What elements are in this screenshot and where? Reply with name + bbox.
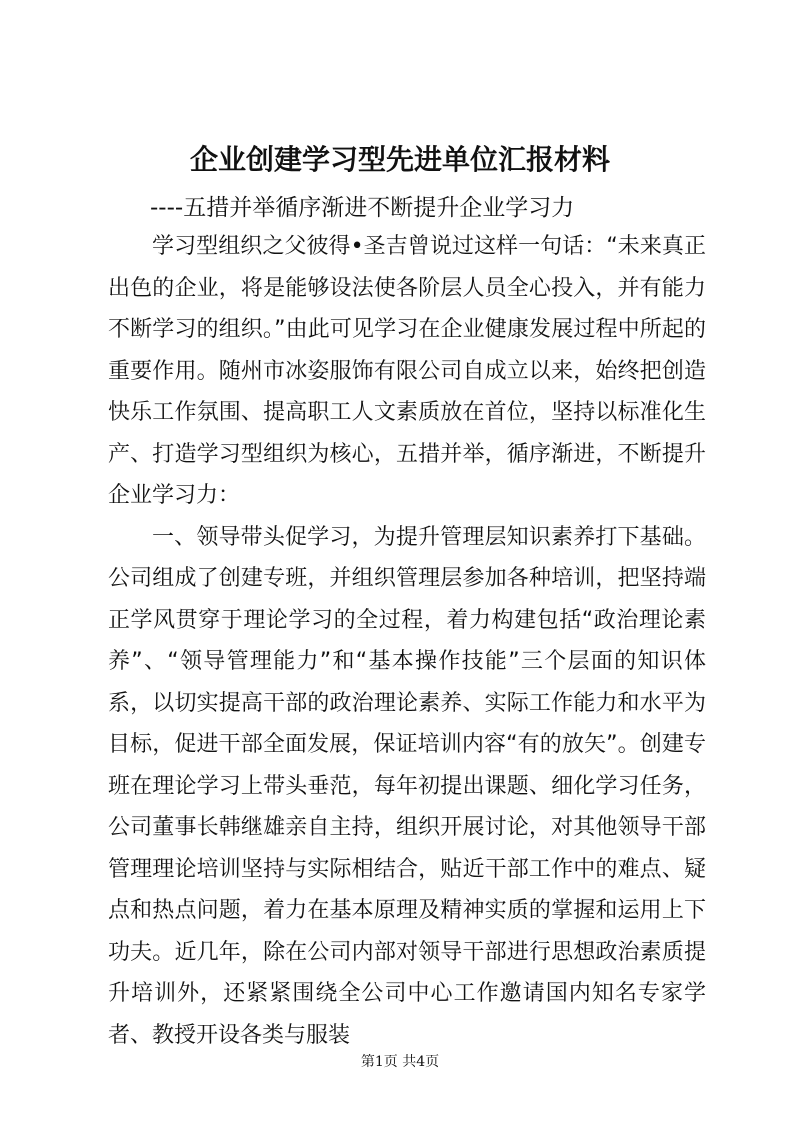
document-body (108, 226, 706, 1056)
document-subtitle: ----五措并举循序渐进不断提升企业学习力 (150, 195, 575, 221)
paragraph-intro: 学习型组织之父彼得•圣吉曾说过这样一句话：“未来真正出色的企业，将是能够设法使各阶层人员全心投入，并有能力不断学习的组织。”由此可见学习在企业健康发展过程中所起的重要作用。随州市冰姿服饰有限公司自成立以来，始终把创造快乐工作氛围、提高职工人文素质放在首位，坚持以标准化生产、打造学习型组织为核心，五措并举，循序渐进，不断提升企业学习力： (108, 234, 706, 508)
document-title: 企业创建学习型先进单位汇报材料 (189, 143, 610, 176)
page-footer: 第1页 共4页 (360, 1054, 440, 1070)
paragraph-section-one: 一、领导带头促学习，为提升管理层知识素养打下基础。公司组成了创建专班，并组织管理层参加各种培训，把坚持端正学风贯穿于理论学习的全过程，着力构建包括“政治理论素养”、“领导管理能力”和“基本操作技能”三个层面的知识体系，以切实提高干部的政治理论素养、实际工作能力和水平为目标，促进干部全面发展，保证培训内容“有的放矢”。创建专班在理论学习上带头垂范，每年初提出课题、细化学习任务，公司董事长韩继雄亲自主持，组织开展讨论，对其他领导干部管理理论培训坚持与实际相结合，贴近干部工作中的难点、疑点和热点问题，着力在基本原理及精神实质的掌握和运用上下功夫。近几年，除在公司内部对领导干部进行思想政治素质提升培训外，还紧紧围绕全公司中心工作邀请国内知名专家学者、教授开设各类与服装 (108, 524, 706, 1048)
